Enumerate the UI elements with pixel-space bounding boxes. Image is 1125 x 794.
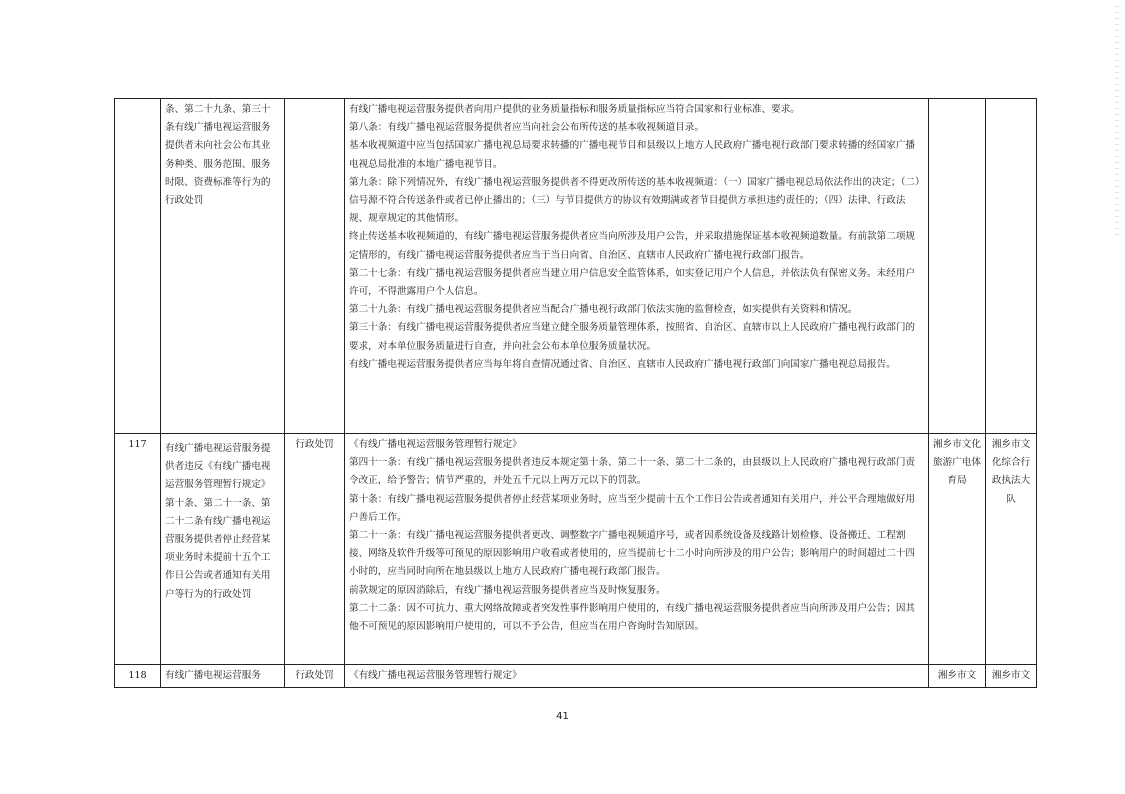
basis-paragraph: 第二十七条：有线广播电视运营服务提供者应当建立用户信息安全监管体系，如实登记用户个人信息，并依法负有保密义务。未经用户许可，不得泄露用户个人信息。 [349,267,916,298]
basis-paragraph: 第二十一条：有线广播电视运营服务提供者更改、调整数字广播电视频道序号，或者因系统设备及线路计划检修、设备搬迁、工程割接、网络及软件升级等可预见的原因影响用户收看或者使用的，应当提前七十二小时向所涉及的用户公告；影响用户的时间超过二十四小时的，应当同时向所在地县级以上地方人民政府广播电视行政部门报告。 [349,530,916,578]
enforcement-unit-cell: 湘乡市文化综合行政执法大队 [986,434,1037,665]
basis-paragraph: 《有线广播电视运营服务管理暂行规定》 [349,670,522,681]
item-type-cell: 行政处罚 [285,665,345,688]
basis-paragraph: 前款规定的原因消除后，有线广播电视运营服务提供者应当及时恢复服务。 [349,584,666,596]
basis-paragraph: 基本收视频道中应当包括国家广播电视总局要求转播的广播电视节目和县级以上地方人民政府广播电视行政部门要求转播的经国家广播电视总局批准的本地广播电视节目。 [349,140,916,170]
basis-paragraph: 有线广播电视运营服务提供者向用户提供的业务质量指标和服务质量指标应当符合国家和行业标准、要求。 [349,104,800,115]
basis-paragraph: 有线广播电视运营服务提供者应当每年将自查情况通过省、自治区、直辖市人民政府广播电视行政部门向国家广播电视总局报告。 [349,358,896,370]
basis-paragraph: 第九条：除下列情况外，有线广播电视运营服务提供者不得更改所传送的基本收视频道：（一）国家广播电视总局依法作出的决定；（二）信号源不符合传送条件或者已停止播出的；（三）与节目提供方的协议有效期满或者节目提供方承担违约责任的；（四）法律、行政法规、规章规定的其他情形。 [349,176,920,225]
basis-paragraph: 第三十条：有线广播电视运营服务提供者应当建立健全服务质量管理体系，按照省、自治区、直辖市以上人民政府广播电视行政部门的要求，对本单位服务质量进行自查，并向社会公布本单位服务质量状况。 [349,322,916,352]
item-name-cell: 有线广播电视运营服务 [161,665,285,688]
basis-paragraph: 终止传送基本收视频道的，有线广播电视运营服务提供者应当向所涉及用户公告，并采取措施保证基本收视频道数量。有前款第二项规定情形的，有线广播电视运营服务提供者应当于当日向省、自治区、直辖市人民政府广播电视行政部门报告。 [349,231,916,261]
penalty-items-table [114,98,1037,688]
basis-paragraph: 《有线广播电视运营服务管理暂行规定》 [349,439,522,450]
item-type-cell: 行政处罚 [285,434,345,665]
enforcement-unit-cell [986,99,1037,434]
table-row [115,665,1037,688]
item-type-cell [285,99,345,434]
table-row [115,99,1037,434]
basis-paragraph: 第二十二条：因不可抗力、重大网络故障或者突发性事件影响用户使用的，有线广播电视运营服务提供者应当向所涉及用户公告；因其他不可预见的原因影响用户使用的，可以不予公告，但应当在用户咨询时告知原因。 [349,602,916,633]
item-name-cell: 有线广播电视运营服务提供者违反《有线广播电视运营服务管理暂行规定》第十条、第二十一条、第二十二条有线广播电视运营服务提供者停止经营某项业务时未提前十五个工作日公告或者通知有关用户等行为的行政处罚 [161,434,285,665]
legal-basis-cell [345,99,929,434]
department-cell: 湘乡市文 [929,665,986,688]
item-number-cell: 117 [115,434,161,665]
basis-paragraph: 第八条：有线广播电视运营服务提供者应当向社会公布所传送的基本收视频道目录。 [349,122,704,134]
table-row [115,434,1037,665]
enforcement-unit-cell: 湘乡市文 [986,665,1037,688]
department-cell: 湘乡市文化旅游广电体育局 [929,434,986,665]
item-name-cell: 条、第二十九条、第三十条有线广播电视运营服务提供者未向社会公布其业务种类、服务范围、服务时限、资费标准等行为的行政处罚 [161,99,285,434]
department-cell [929,99,986,434]
legal-basis-cell [345,434,929,665]
scan-edge-mark [1115,6,1119,236]
item-number-cell [115,99,161,434]
item-number-cell: 118 [115,665,161,688]
basis-paragraph: 第十条：有线广播电视运营服务提供者停止经营某项业务时，应当至少提前十五个工作日公告或者通知有关用户，并公平合理地做好用户善后工作。 [349,493,916,523]
page-number: 41 [556,711,569,722]
legal-basis-cell [345,665,929,688]
basis-paragraph: 第四十一条：有线广播电视运营服务提供者违反本规定第十条、第二十一条、第二十二条的，由县级以上人民政府广播电视行政部门责令改正，给予警告；情节严重的，并处五千元以上两万元以下的罚款。 [349,457,916,487]
basis-paragraph: 第二十九条：有线广播电视运营服务提供者应当配合广播电视行政部门依法实施的监督检查，如实提供有关资料和情况。 [349,304,858,316]
